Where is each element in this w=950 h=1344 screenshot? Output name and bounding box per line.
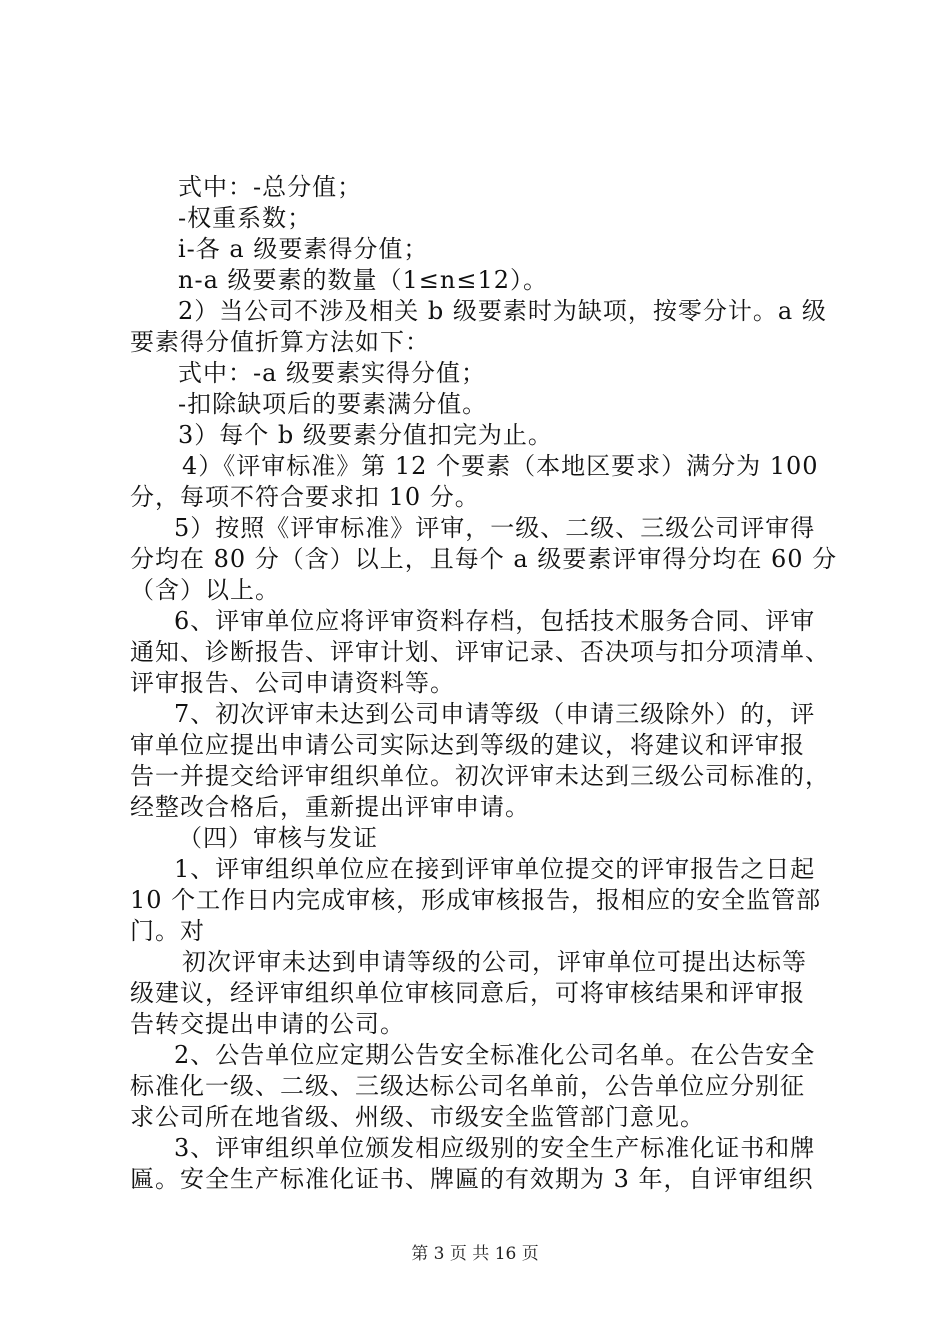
text-line: 审单位应提出申请公司实际达到等级的建议，将建议和评审报: [130, 731, 805, 759]
text-line: 经整改合格后，重新提出评审申请。: [130, 793, 530, 821]
text-line: 门。对: [130, 917, 205, 945]
text-line: 1、评审组织单位应在接到评审单位提交的评审报告之日起: [174, 855, 816, 883]
text-line: 求公司所在地省级、州级、市级安全监管部门意见。: [130, 1103, 705, 1131]
text-line: （含）以上。: [130, 576, 280, 604]
page-footer: 第 3 页 共 16 页: [411, 1244, 539, 1264]
text-line: -权重系数；: [178, 204, 313, 232]
text-line: 分，每项不符合要求扣 10 分。: [130, 483, 480, 511]
text-line: 式中：-总分值；: [178, 173, 363, 201]
text-line: 告转交提出申请的公司。: [130, 1010, 405, 1038]
text-line: 4）《评审标准》第 12 个要素（本地区要求）满分为 100: [182, 452, 819, 480]
text-line: 标准化一级、二级、三级达标公司名单前，公告单位应分别征: [130, 1072, 805, 1100]
text-line: 告一并提交给评审组织单位。初次评审未达到三级公司标准的，: [130, 762, 830, 790]
text-line: -扣除缺项后的要素满分值。: [178, 390, 488, 418]
text-line: 匾。安全生产标准化证书、牌匾的有效期为 3 年，自评审组织: [130, 1165, 814, 1193]
text-line: 评审报告、公司申请资料等。: [130, 669, 455, 697]
text-line: 分均在 80 分（含）以上，且每个 a 级要素评审得分均在 60 分: [130, 545, 838, 573]
text-line: 6、评审单位应将评审资料存档，包括技术服务合同、评审: [174, 607, 816, 635]
body-text: [130, 172, 840, 1195]
text-line: 7、初次评审未达到公司申请等级（申请三级除外）的，评: [174, 700, 816, 728]
text-line: i-各 a 级要素得分值；: [178, 235, 429, 263]
text-line: 3、评审组织单位颁发相应级别的安全生产标准化证书和牌: [174, 1134, 816, 1162]
text-line: n-a 级要素的数量（1≤n≤12）。: [178, 266, 548, 294]
text-line: 2）当公司不涉及相关 b 级要素时为缺项，按零分计。a 级: [178, 297, 827, 325]
text-line: 5）按照《评审标准》评审，一级、二级、三级公司评审得: [174, 514, 816, 542]
text-line: 级建议，经评审组织单位审核同意后，可将审核结果和评审报: [130, 979, 805, 1007]
text-line: 通知、诊断报告、评审计划、评审记录、否决项与扣分项清单、: [130, 638, 830, 666]
text-line: 10 个工作日内完成审核，形成审核报告，报相应的安全监管部: [130, 886, 822, 914]
text-line: 初次评审未达到申请等级的公司，评审单位可提出达标等: [182, 948, 807, 976]
text-line: 式中：-a 级要素实得分值；: [178, 359, 487, 387]
text-line: 3）每个 b 级要素分值扣完为止。: [178, 421, 553, 449]
text-line: 2、公告单位应定期公告安全标准化公司名单。在公告安全: [174, 1041, 816, 1069]
section-heading: （四）审核与发证: [178, 824, 378, 852]
text-line: 要素得分值折算方法如下：: [130, 328, 430, 356]
